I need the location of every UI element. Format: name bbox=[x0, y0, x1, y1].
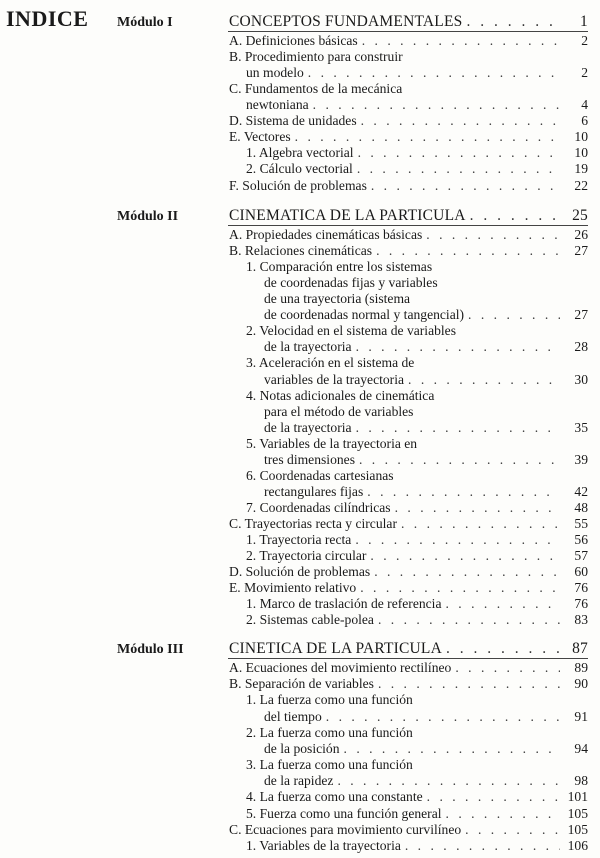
toc-entry bbox=[246, 259, 588, 275]
dot-leader bbox=[395, 500, 560, 516]
toc-page-number: 4 bbox=[581, 97, 588, 113]
toc-page-number: 105 bbox=[567, 805, 588, 821]
toc-entry-text: variables de la trayectoria bbox=[264, 371, 405, 387]
toc-entry bbox=[264, 291, 588, 307]
toc-entry-text: 3. Aceleración en el sistema de bbox=[246, 355, 415, 371]
toc-entry-text: 1. Algebra vectorial bbox=[246, 145, 354, 161]
toc-entry bbox=[229, 641, 588, 657]
toc-page-number: 57 bbox=[574, 548, 588, 564]
toc-entry-text: 6. Coordenadas cartesianas bbox=[246, 467, 394, 483]
toc-entry-text: de la trayectoria bbox=[264, 339, 352, 355]
dot-leader bbox=[361, 113, 560, 129]
toc-entry-text: de la rapidez bbox=[264, 773, 334, 789]
dot-leader bbox=[308, 65, 560, 81]
toc-entry bbox=[229, 580, 588, 596]
toc-entry-text: 4. Notas adicionales de cinemática bbox=[246, 387, 435, 403]
toc-entry bbox=[246, 838, 588, 854]
toc-page-number: 10 bbox=[574, 145, 588, 161]
toc-entry bbox=[229, 129, 588, 145]
dot-leader bbox=[376, 243, 560, 259]
toc-entry bbox=[246, 161, 588, 177]
dot-leader bbox=[357, 161, 560, 177]
toc-entry bbox=[229, 516, 588, 532]
heading-rule bbox=[228, 31, 588, 32]
toc-entry bbox=[264, 339, 588, 355]
toc-page-number: 6 bbox=[581, 113, 588, 129]
toc-entry-text: D. Solución de problemas bbox=[229, 564, 371, 580]
toc-page-number: 26 bbox=[574, 227, 588, 243]
dot-leader bbox=[408, 372, 560, 388]
toc-entry bbox=[229, 564, 588, 580]
toc-entry-text: tres dimensiones bbox=[264, 451, 355, 467]
toc-entry-text: 3. La fuerza como una función bbox=[246, 757, 413, 773]
dot-leader bbox=[466, 14, 560, 30]
dot-leader bbox=[371, 178, 560, 194]
toc-entry-text: A. Propiedades cinemáticas básicas bbox=[229, 227, 423, 243]
dot-leader bbox=[468, 307, 560, 323]
toc-entry-text: 2. Cálculo vectorial bbox=[246, 161, 353, 177]
toc-page-number: 83 bbox=[574, 612, 588, 628]
dot-leader bbox=[378, 676, 560, 692]
toc-entry-text: 5. Variables de la trayectoria en bbox=[246, 435, 418, 451]
toc-page-number: 19 bbox=[574, 161, 588, 177]
toc-entry-text: F. Solución de problemas bbox=[229, 177, 367, 193]
toc-entry bbox=[246, 97, 588, 113]
module-label: Módulo III bbox=[117, 642, 184, 657]
dot-leader bbox=[455, 660, 560, 676]
toc-entry bbox=[246, 596, 588, 612]
dot-leader bbox=[326, 709, 560, 725]
toc-entry-text: del tiempo bbox=[264, 708, 322, 724]
toc-page-number: 27 bbox=[574, 307, 588, 323]
module-label: Módulo I bbox=[117, 15, 173, 30]
dot-leader bbox=[370, 548, 560, 564]
toc-entry bbox=[246, 806, 588, 822]
toc-entry bbox=[229, 33, 588, 49]
toc-page-number: 106 bbox=[567, 837, 588, 853]
heading-rule bbox=[228, 225, 588, 226]
dot-leader bbox=[337, 773, 560, 789]
toc-entry-text: D. Sistema de unidades bbox=[229, 113, 357, 129]
toc-entry bbox=[246, 692, 588, 708]
toc-entry-text: 2. Sistemas cable-polea bbox=[246, 612, 374, 628]
toc-page-number: 25 bbox=[572, 208, 588, 224]
toc-entry bbox=[264, 773, 588, 789]
toc-entry-text: de una trayectoria (sistema bbox=[264, 291, 411, 307]
toc-entry-text: 7. Coordenadas cilíndricas bbox=[246, 499, 391, 515]
dot-leader bbox=[405, 838, 560, 854]
toc-page-number: 42 bbox=[574, 483, 588, 499]
dot-leader bbox=[367, 484, 560, 500]
toc-entry bbox=[246, 500, 588, 516]
toc-entry-text: C. Fundamentos de la mecánica bbox=[229, 81, 403, 97]
toc-entry-text: B. Separación de variables bbox=[229, 676, 374, 692]
toc-entry-text: E. Vectores bbox=[229, 129, 291, 145]
toc-page-number: 91 bbox=[574, 708, 588, 724]
toc-page-number: 90 bbox=[574, 676, 588, 692]
toc-page-number: 28 bbox=[574, 339, 588, 355]
toc-entry bbox=[264, 452, 588, 468]
toc-entry-text: B. Relaciones cinemáticas bbox=[229, 243, 373, 259]
toc-entry bbox=[246, 532, 588, 548]
toc-entry-text: E. Movimiento relativo bbox=[229, 580, 357, 596]
toc-page-number: 76 bbox=[574, 580, 588, 596]
dot-leader bbox=[356, 420, 560, 436]
toc-page-number: 39 bbox=[574, 451, 588, 467]
module-label: Módulo II bbox=[117, 209, 179, 224]
toc-entry-text: C. Ecuaciones para movimiento curvilíneo bbox=[229, 821, 462, 837]
toc-entry-text: 1. Comparación entre los sistemas bbox=[246, 259, 433, 275]
toc-page-number: 30 bbox=[574, 371, 588, 387]
toc-entry bbox=[246, 612, 588, 628]
dot-leader bbox=[374, 564, 560, 580]
toc-entry-text: CINETICA DE LA PARTICULA bbox=[229, 641, 442, 657]
toc-entry-text: 5. Fuerza como una función general bbox=[246, 805, 442, 821]
dot-leader bbox=[401, 516, 560, 532]
toc-page-number: 87 bbox=[572, 641, 588, 657]
toc-entry bbox=[264, 275, 588, 291]
toc-page-number: 105 bbox=[567, 821, 588, 837]
toc-entry bbox=[229, 208, 588, 224]
toc-entry-text: 1. Variables de la trayectoria bbox=[246, 837, 401, 853]
toc-entry bbox=[246, 789, 588, 805]
toc-entry-text: de la posición bbox=[264, 740, 340, 756]
toc-entry bbox=[246, 388, 588, 404]
toc-entry bbox=[229, 113, 588, 129]
toc-entry-text: C. Trayectorias recta y circular bbox=[229, 515, 397, 531]
toc-entry bbox=[264, 307, 588, 323]
toc-entry bbox=[246, 65, 588, 81]
toc-entry bbox=[229, 227, 588, 243]
toc-page-number: 1 bbox=[580, 14, 588, 30]
toc-entry-text: de coordenadas normal y tangencial) bbox=[264, 307, 465, 323]
toc-entry-text: de la trayectoria bbox=[264, 419, 352, 435]
toc-page-number: 2 bbox=[581, 33, 588, 49]
toc-entry-text: B. Procedimiento para construir bbox=[229, 49, 403, 65]
toc-page-number: 76 bbox=[574, 596, 588, 612]
dot-leader bbox=[427, 789, 560, 805]
toc-entry-text: 2. La fuerza como una función bbox=[246, 724, 413, 740]
dot-leader bbox=[355, 532, 560, 548]
toc-page-number: 2 bbox=[581, 65, 588, 81]
toc-entry bbox=[264, 420, 588, 436]
toc-entry bbox=[229, 822, 588, 838]
toc-entry-text: A. Definiciones básicas bbox=[229, 33, 358, 49]
toc-entry bbox=[246, 323, 588, 339]
toc-entry bbox=[229, 660, 588, 676]
toc-entry bbox=[264, 404, 588, 420]
toc-entry bbox=[229, 243, 588, 259]
toc-page-number: 48 bbox=[574, 499, 588, 515]
toc-entry-text: 1. La fuerza como una función bbox=[246, 692, 413, 708]
dot-leader bbox=[356, 339, 560, 355]
toc-page-number: 27 bbox=[574, 243, 588, 259]
toc-entry bbox=[246, 548, 588, 564]
dot-leader bbox=[344, 741, 560, 757]
toc-entry bbox=[229, 49, 588, 65]
dot-leader bbox=[362, 33, 560, 49]
toc-entry-text: para el método de variables bbox=[264, 403, 414, 419]
toc-entry-text: 4. La fuerza como una constante bbox=[246, 789, 423, 805]
toc-entry bbox=[229, 676, 588, 692]
toc-page-number: 56 bbox=[574, 532, 588, 547]
toc-page-number: 55 bbox=[574, 515, 588, 531]
dot-leader bbox=[446, 641, 560, 657]
dot-leader bbox=[313, 97, 560, 113]
toc-entry-text: CONCEPTOS FUNDAMENTALES bbox=[229, 14, 463, 30]
dot-leader bbox=[378, 612, 560, 628]
toc-entry-text: 2. Trayectoria circular bbox=[246, 548, 367, 564]
toc-entry bbox=[264, 484, 588, 500]
toc-entry-text: rectangulares fijas bbox=[264, 483, 364, 499]
toc-entry-text: 2. Velocidad en el sistema de variables bbox=[246, 323, 457, 339]
heading-rule bbox=[228, 658, 588, 659]
toc-entry-text: newtoniana bbox=[246, 97, 309, 113]
toc-entry bbox=[246, 725, 588, 741]
toc-page-number: 35 bbox=[574, 419, 588, 435]
dot-leader bbox=[359, 452, 560, 468]
toc-page-number: 60 bbox=[574, 564, 588, 580]
toc-entry-text: 1. Marco de traslación de referencia bbox=[246, 596, 442, 612]
dot-leader bbox=[446, 596, 561, 612]
toc-entry-text: un modelo bbox=[246, 65, 304, 81]
dot-leader bbox=[358, 145, 560, 161]
toc-entry bbox=[246, 355, 588, 371]
dot-leader bbox=[360, 580, 560, 596]
toc-entry bbox=[264, 741, 588, 757]
toc-entry-text: A. Ecuaciones del movimiento rectilíneo bbox=[229, 660, 452, 676]
toc-entry bbox=[264, 372, 588, 388]
dot-leader bbox=[465, 822, 560, 838]
dot-leader bbox=[446, 806, 560, 822]
toc-entry bbox=[229, 178, 588, 194]
toc-entry bbox=[229, 14, 588, 30]
toc-page-number: 89 bbox=[574, 660, 588, 676]
toc-entry-text: CINEMATICA DE LA PARTICULA bbox=[229, 208, 466, 224]
toc-page-number: 10 bbox=[574, 129, 588, 145]
toc-entry bbox=[246, 145, 588, 161]
dot-leader bbox=[470, 208, 560, 224]
toc-entry bbox=[264, 709, 588, 725]
dot-leader bbox=[426, 227, 560, 243]
toc-page-number: 94 bbox=[574, 740, 588, 756]
toc-page-number: 22 bbox=[574, 177, 588, 193]
toc-page-number: 98 bbox=[574, 773, 588, 789]
toc-entry bbox=[229, 81, 588, 97]
toc-entry-text: de coordenadas fijas y variables bbox=[264, 275, 438, 291]
toc-entry-text: 1. Trayectoria recta bbox=[246, 532, 352, 547]
toc-entry bbox=[246, 468, 588, 484]
dot-leader bbox=[295, 129, 560, 145]
page-title: INDICE bbox=[6, 6, 89, 31]
toc-entry bbox=[246, 757, 588, 773]
toc-page-number: 101 bbox=[567, 789, 588, 805]
toc-entry bbox=[246, 436, 588, 452]
